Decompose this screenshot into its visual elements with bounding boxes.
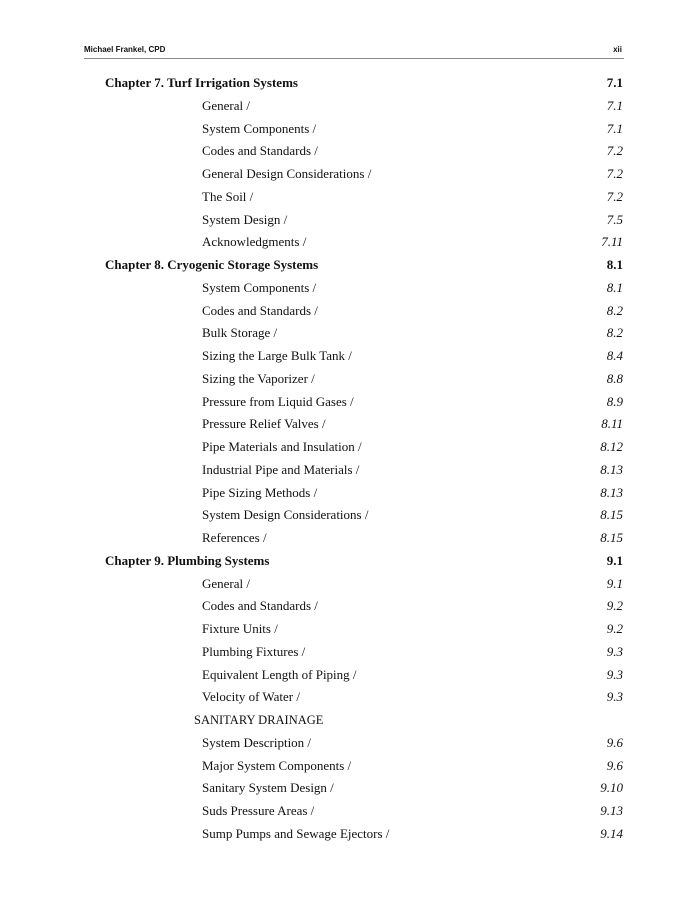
toc-page-number: 9.3 [606,643,623,659]
toc-label: Velocity of Water / [202,689,300,705]
toc-entry [0,95,695,118]
toc-page-number: 7.2 [606,166,623,181]
toc-entry [0,755,695,778]
toc-label: Pipe Sizing Methods / [202,484,318,500]
toc-label: SANITARY DRAINAGE [194,713,324,727]
toc-page-number: 8.2 [606,325,623,341]
toc-entry [0,504,695,527]
toc-entry [0,163,695,186]
toc-page-number: 8.15 [600,507,623,523]
toc-page-number: 9.2 [606,621,623,636]
toc-label: Codes and Standards / [202,302,318,318]
toc-entry [0,277,695,300]
toc-page-number: 9.13 [600,803,623,818]
toc-page-number: 9.6 [606,757,623,773]
toc-entry [0,686,695,709]
toc-entry [0,618,695,641]
toc-page-number: 9.3 [606,666,623,682]
toc-page-number: 8.2 [606,302,623,318]
toc-label: Major System Components / [202,757,352,773]
toc-page-number: 8.9 [606,393,623,409]
toc-entry [0,186,695,209]
toc-label: Sizing the Large Bulk Tank / [202,348,352,363]
toc-page-number: 8.13 [600,461,623,477]
toc-entry [0,573,695,596]
toc-label: Pipe Materials and Insulation / [202,439,362,454]
toc-label: General / [202,575,251,591]
toc-label: Industrial Pipe and Materials / [202,461,360,477]
toc-entry [0,300,695,323]
toc-label: Chapter 8. Cryogenic Storage Systems [105,257,319,272]
toc-page-number: 7.1 [606,120,623,136]
toc-page-number: 9.3 [606,689,623,705]
toc-label: Bulk Storage / [202,325,278,341]
toc-section-heading [0,709,695,732]
toc-entry [0,368,695,391]
toc-page-number: 7.2 [606,188,623,204]
toc-page-number: 9.6 [606,734,623,750]
toc-page-number: 8.12 [600,439,623,454]
toc-page-number: 7.11 [601,234,623,250]
toc-entry [0,413,695,436]
toc-entry [0,322,695,345]
toc-entry [0,527,695,550]
toc-label: The Soil / [202,188,254,204]
toc-label: System Components / [202,120,317,136]
toc-label: Codes and Standards / [202,598,318,614]
toc-entry [0,118,695,141]
header-author: Michael Frankel, CPD [84,45,166,54]
toc-label: Pressure Relief Valves / [202,416,326,432]
header-page-number: xii [613,45,622,54]
toc-entry [0,641,695,664]
toc-entry [0,459,695,482]
page-header [84,44,624,59]
toc-label: System Design Considerations / [202,507,369,523]
toc-chapter [0,72,695,95]
toc-entry [0,595,695,618]
toc-label: Sizing the Vaporizer / [202,370,315,386]
toc-page-number: 8.1 [606,279,623,295]
toc-entry [0,391,695,414]
toc-page-number: 8.13 [600,484,623,500]
toc-entry [0,664,695,687]
toc-label: Plumbing Fixtures / [202,643,306,659]
toc-entry [0,436,695,459]
toc-chapter [0,550,695,573]
toc-chapter [0,254,695,277]
toc-page-number: 9.2 [606,598,623,614]
toc-page-number: 7.1 [606,97,623,113]
toc-entry [0,231,695,254]
toc-label: Acknowledgments / [202,234,307,250]
toc-page-number: 8.8 [606,370,623,386]
toc-page-number: 7.5 [606,211,623,227]
toc-label: Sump Pumps and Sewage Ejectors / [202,825,390,841]
toc-label: References / [202,530,267,545]
toc-label: Equivalent Length of Piping / [202,666,357,682]
toc-page-number: 8.11 [601,416,623,432]
toc-page-number: 7.1 [606,75,623,90]
toc-page-number: 9.10 [600,780,623,796]
toc-page-number: 9.1 [606,552,623,568]
toc-label: Suds Pressure Areas / [202,803,315,818]
toc-label: System Description / [202,734,312,750]
toc-entry [0,482,695,505]
toc-label: Fixture Units / [202,621,278,636]
table-of-contents [0,72,695,846]
toc-label: General / [202,97,251,113]
toc-label: General Design Considerations / [202,166,372,181]
toc-entry [0,823,695,846]
toc-page-number: 9.1 [606,575,623,591]
toc-label: Codes and Standards / [202,143,318,159]
toc-label: Pressure from Liquid Gases / [202,393,354,409]
toc-entry [0,345,695,368]
toc-page-number: 9.14 [600,825,623,841]
toc-label: System Design / [202,211,288,227]
toc-label: Sanitary System Design / [202,780,334,796]
toc-entry [0,140,695,163]
toc-page-number: 8.4 [606,348,623,363]
toc-entry [0,777,695,800]
toc-label: System Components / [202,279,317,295]
toc-page-number: 7.2 [606,143,623,159]
toc-entry [0,800,695,823]
toc-label: Chapter 9. Plumbing Systems [105,552,270,568]
toc-entry [0,732,695,755]
toc-page-number: 8.15 [600,530,623,545]
toc-label: Chapter 7. Turf Irrigation Systems [105,75,298,90]
toc-page-number: 8.1 [606,257,623,272]
toc-entry [0,209,695,232]
